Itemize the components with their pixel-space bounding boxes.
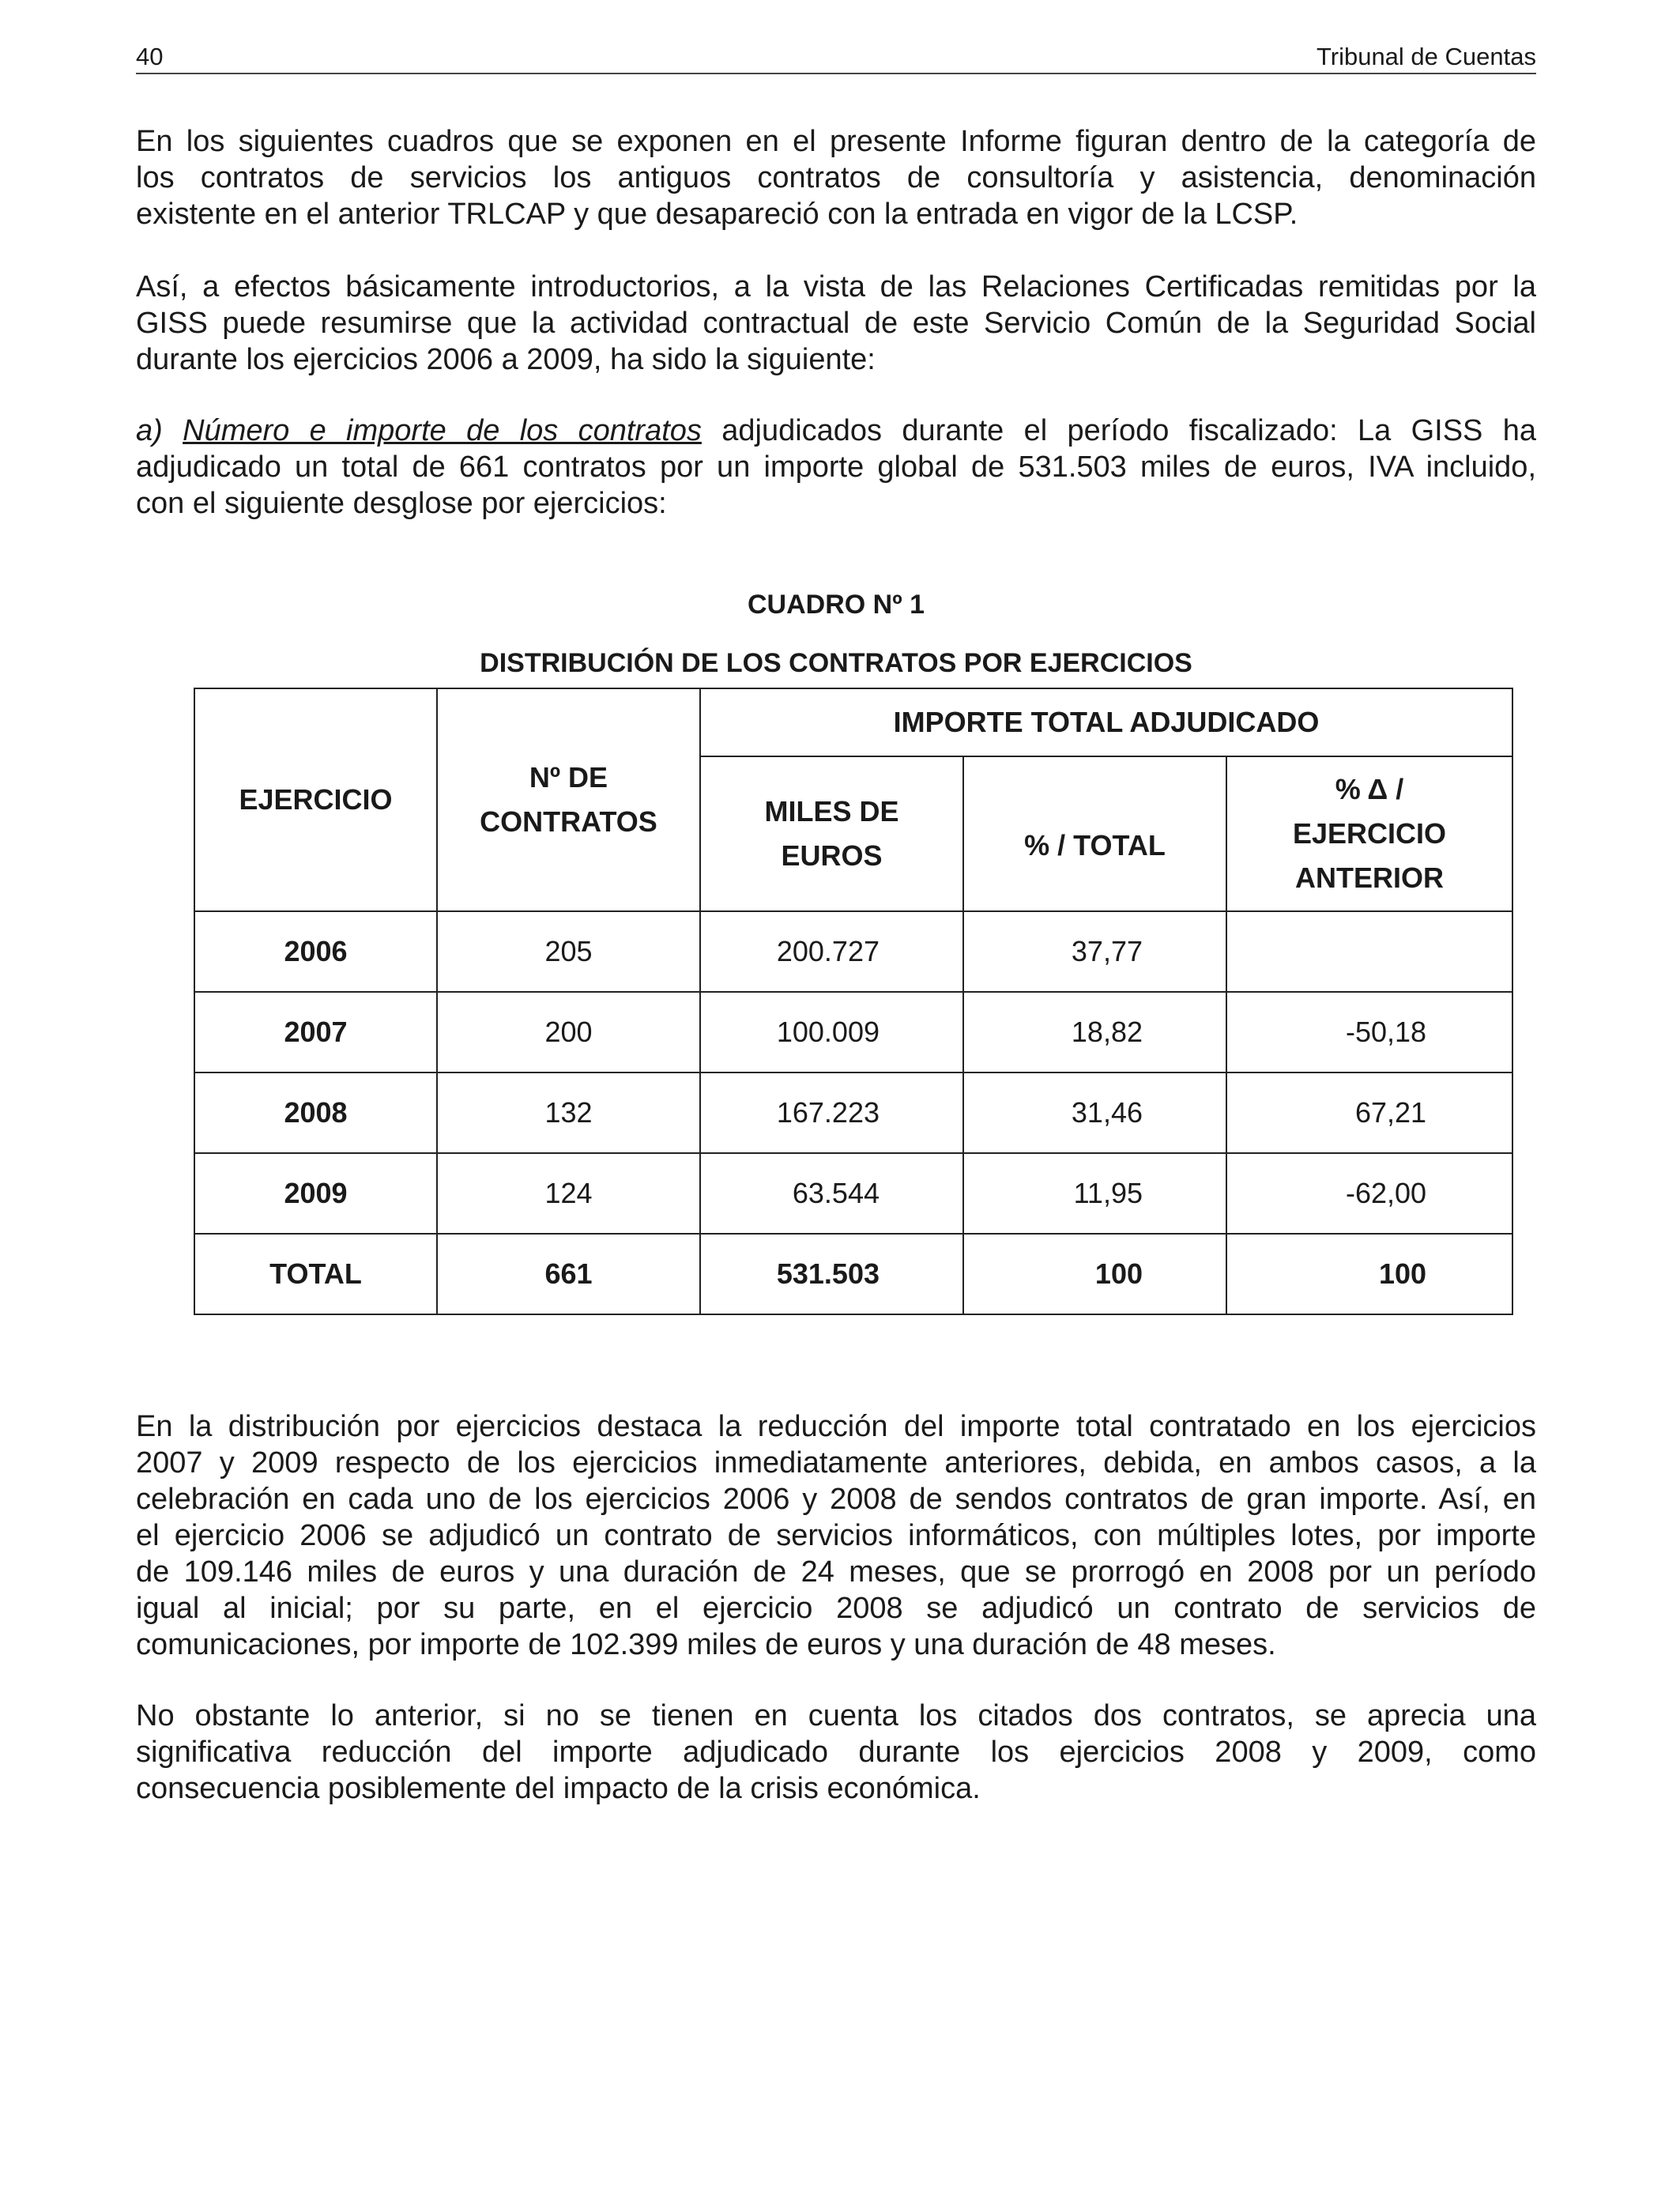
cell-miles: 100.009: [700, 992, 963, 1072]
table-row: [194, 911, 1512, 992]
header-importe-group: IMPORTE TOTAL ADJUDICADO: [700, 688, 1512, 756]
cell-miles: 200.727: [700, 911, 963, 992]
header-line: CONTRATOS: [480, 805, 657, 838]
cell-year: 2008: [194, 1072, 437, 1153]
cell-delta: [1226, 911, 1512, 992]
header-miles-euros: [700, 756, 963, 911]
text-line: consecuencia posiblemente del impacto de la crisis económica.: [136, 1772, 981, 1805]
text-line: adjudicado un total de 661 contratos por un importe global de 531.503 miles de euros, IVA incluido,: [136, 450, 1536, 484]
header-line: EUROS: [781, 839, 883, 872]
text-line: En los siguientes cuadros que se exponen en el presente Informe figuran dentro de la categoría de: [136, 125, 1536, 158]
text-line: celebración en cada uno de los ejercicios 2006 y 2008 de sendos contratos de gran importe. Así, en: [136, 1483, 1536, 1516]
cell-delta: -62,00: [1226, 1153, 1512, 1234]
text-fragment: adjudicados durante el período fiscalizado: La GISS ha: [721, 414, 1536, 447]
text-line: comunicaciones, por importe de 102.399 miles de euros y una duración de 48 meses.: [136, 1628, 1276, 1661]
cell-pct: 11,95: [963, 1153, 1226, 1234]
page-header: [136, 41, 1536, 74]
cell-contratos: 200: [437, 992, 700, 1072]
section-heading-underlined: Número e importe de los contratos: [183, 414, 702, 447]
cell-total-contratos: 661: [437, 1234, 700, 1314]
table-row: [194, 992, 1512, 1072]
header-contratos: [437, 688, 700, 911]
text-line: No obstante lo anterior, si no se tienen en cuenta los citados dos contratos, se aprecia una: [136, 1699, 1536, 1732]
cell-delta: -50,18: [1226, 992, 1512, 1072]
list-marker: a): [136, 414, 163, 447]
text-line: el ejercicio 2006 se adjudicó un contrato de servicios informáticos, con múltiples lotes, por importe: [136, 1519, 1536, 1552]
cell-miles: 167.223: [700, 1072, 963, 1153]
header-line: Nº DE: [529, 761, 608, 794]
text-line: durante los ejercicios 2006 a 2009, ha sido la siguiente:: [136, 343, 876, 376]
text-line: En la distribución por ejercicios destaca la reducción del importe total contratado en los ejercicios: [136, 1410, 1536, 1443]
cell-total-miles: 531.503: [700, 1234, 963, 1314]
text-line: [136, 413, 1536, 449]
header-line: ANTERIOR: [1295, 861, 1445, 894]
paragraph-analysis-1: [136, 1408, 1536, 1663]
header-line: EJERCICIO: [1292, 817, 1447, 850]
paragraph-analysis-2: [136, 1698, 1536, 1807]
paragraph-intro-1: [136, 123, 1536, 232]
cell-year: 2007: [194, 992, 437, 1072]
paragraph-intro-3: [136, 413, 1536, 522]
cell-total-label: TOTAL: [194, 1234, 437, 1314]
cell-pct: 18,82: [963, 992, 1226, 1072]
table-caption-title: DISTRIBUCIÓN DE LOS CONTRATOS POR EJERCICIOS: [480, 648, 1192, 678]
header-line: % Δ /: [1335, 773, 1404, 805]
text-line: de 109.146 miles de euros y una duración de 24 meses, que se prorrogó en 2008 por un período: [136, 1555, 1536, 1589]
cell-miles: 63.544: [700, 1153, 963, 1234]
text-line: igual al inicial; por su parte, en el ejercicio 2008 se adjudicó un contrato de servicios de: [136, 1592, 1536, 1625]
cell-year: 2006: [194, 911, 437, 992]
header-line: MILES DE: [764, 795, 899, 827]
table-total-row: [194, 1234, 1512, 1314]
table-row: [194, 1153, 1512, 1234]
paragraph-intro-2: [136, 269, 1536, 378]
contracts-table: [194, 688, 1513, 1315]
text-line: significativa reducción del importe adjudicado durante los ejercicios 2008 y 2009, como: [136, 1736, 1536, 1769]
text-line: existente en el anterior TRLCAP y que desapareció con la entrada en vigor de la LCSP.: [136, 198, 1298, 231]
cell-pct: 37,77: [963, 911, 1226, 992]
text-line: los contratos de servicios los antiguos contratos de consultoría y asistencia, denominación: [136, 161, 1536, 194]
table-row: [194, 1072, 1512, 1153]
cell-total-delta: 100: [1226, 1234, 1512, 1314]
text-line: Así, a efectos básicamente introductorios, a la vista de las Relaciones Certificadas remitidas por la: [136, 270, 1536, 303]
cell-contratos: 124: [437, 1153, 700, 1234]
cell-contratos: 132: [437, 1072, 700, 1153]
header-delta: [1226, 756, 1512, 911]
text-line: 2007 y 2009 respecto de los ejercicios inmediatamente anteriores, debida, en ambos casos, a la: [136, 1446, 1536, 1480]
cell-pct: 31,46: [963, 1072, 1226, 1153]
cell-total-pct: 100: [963, 1234, 1226, 1314]
cell-year: 2009: [194, 1153, 437, 1234]
header-pct-total: % / TOTAL: [963, 756, 1226, 911]
text-line: GISS puede resumirse que la actividad contractual de este Servicio Común de la Seguridad Social: [136, 307, 1536, 340]
text-line: con el siguiente desglose por ejercicios:: [136, 487, 667, 520]
page-number: 40: [136, 43, 164, 70]
cell-delta: 67,21: [1226, 1072, 1512, 1153]
header-ejercicio: EJERCICIO: [194, 688, 437, 911]
cell-contratos: 205: [437, 911, 700, 992]
header-organization: Tribunal de Cuentas: [1316, 43, 1536, 70]
table-caption-number: CUADRO Nº 1: [748, 590, 925, 620]
